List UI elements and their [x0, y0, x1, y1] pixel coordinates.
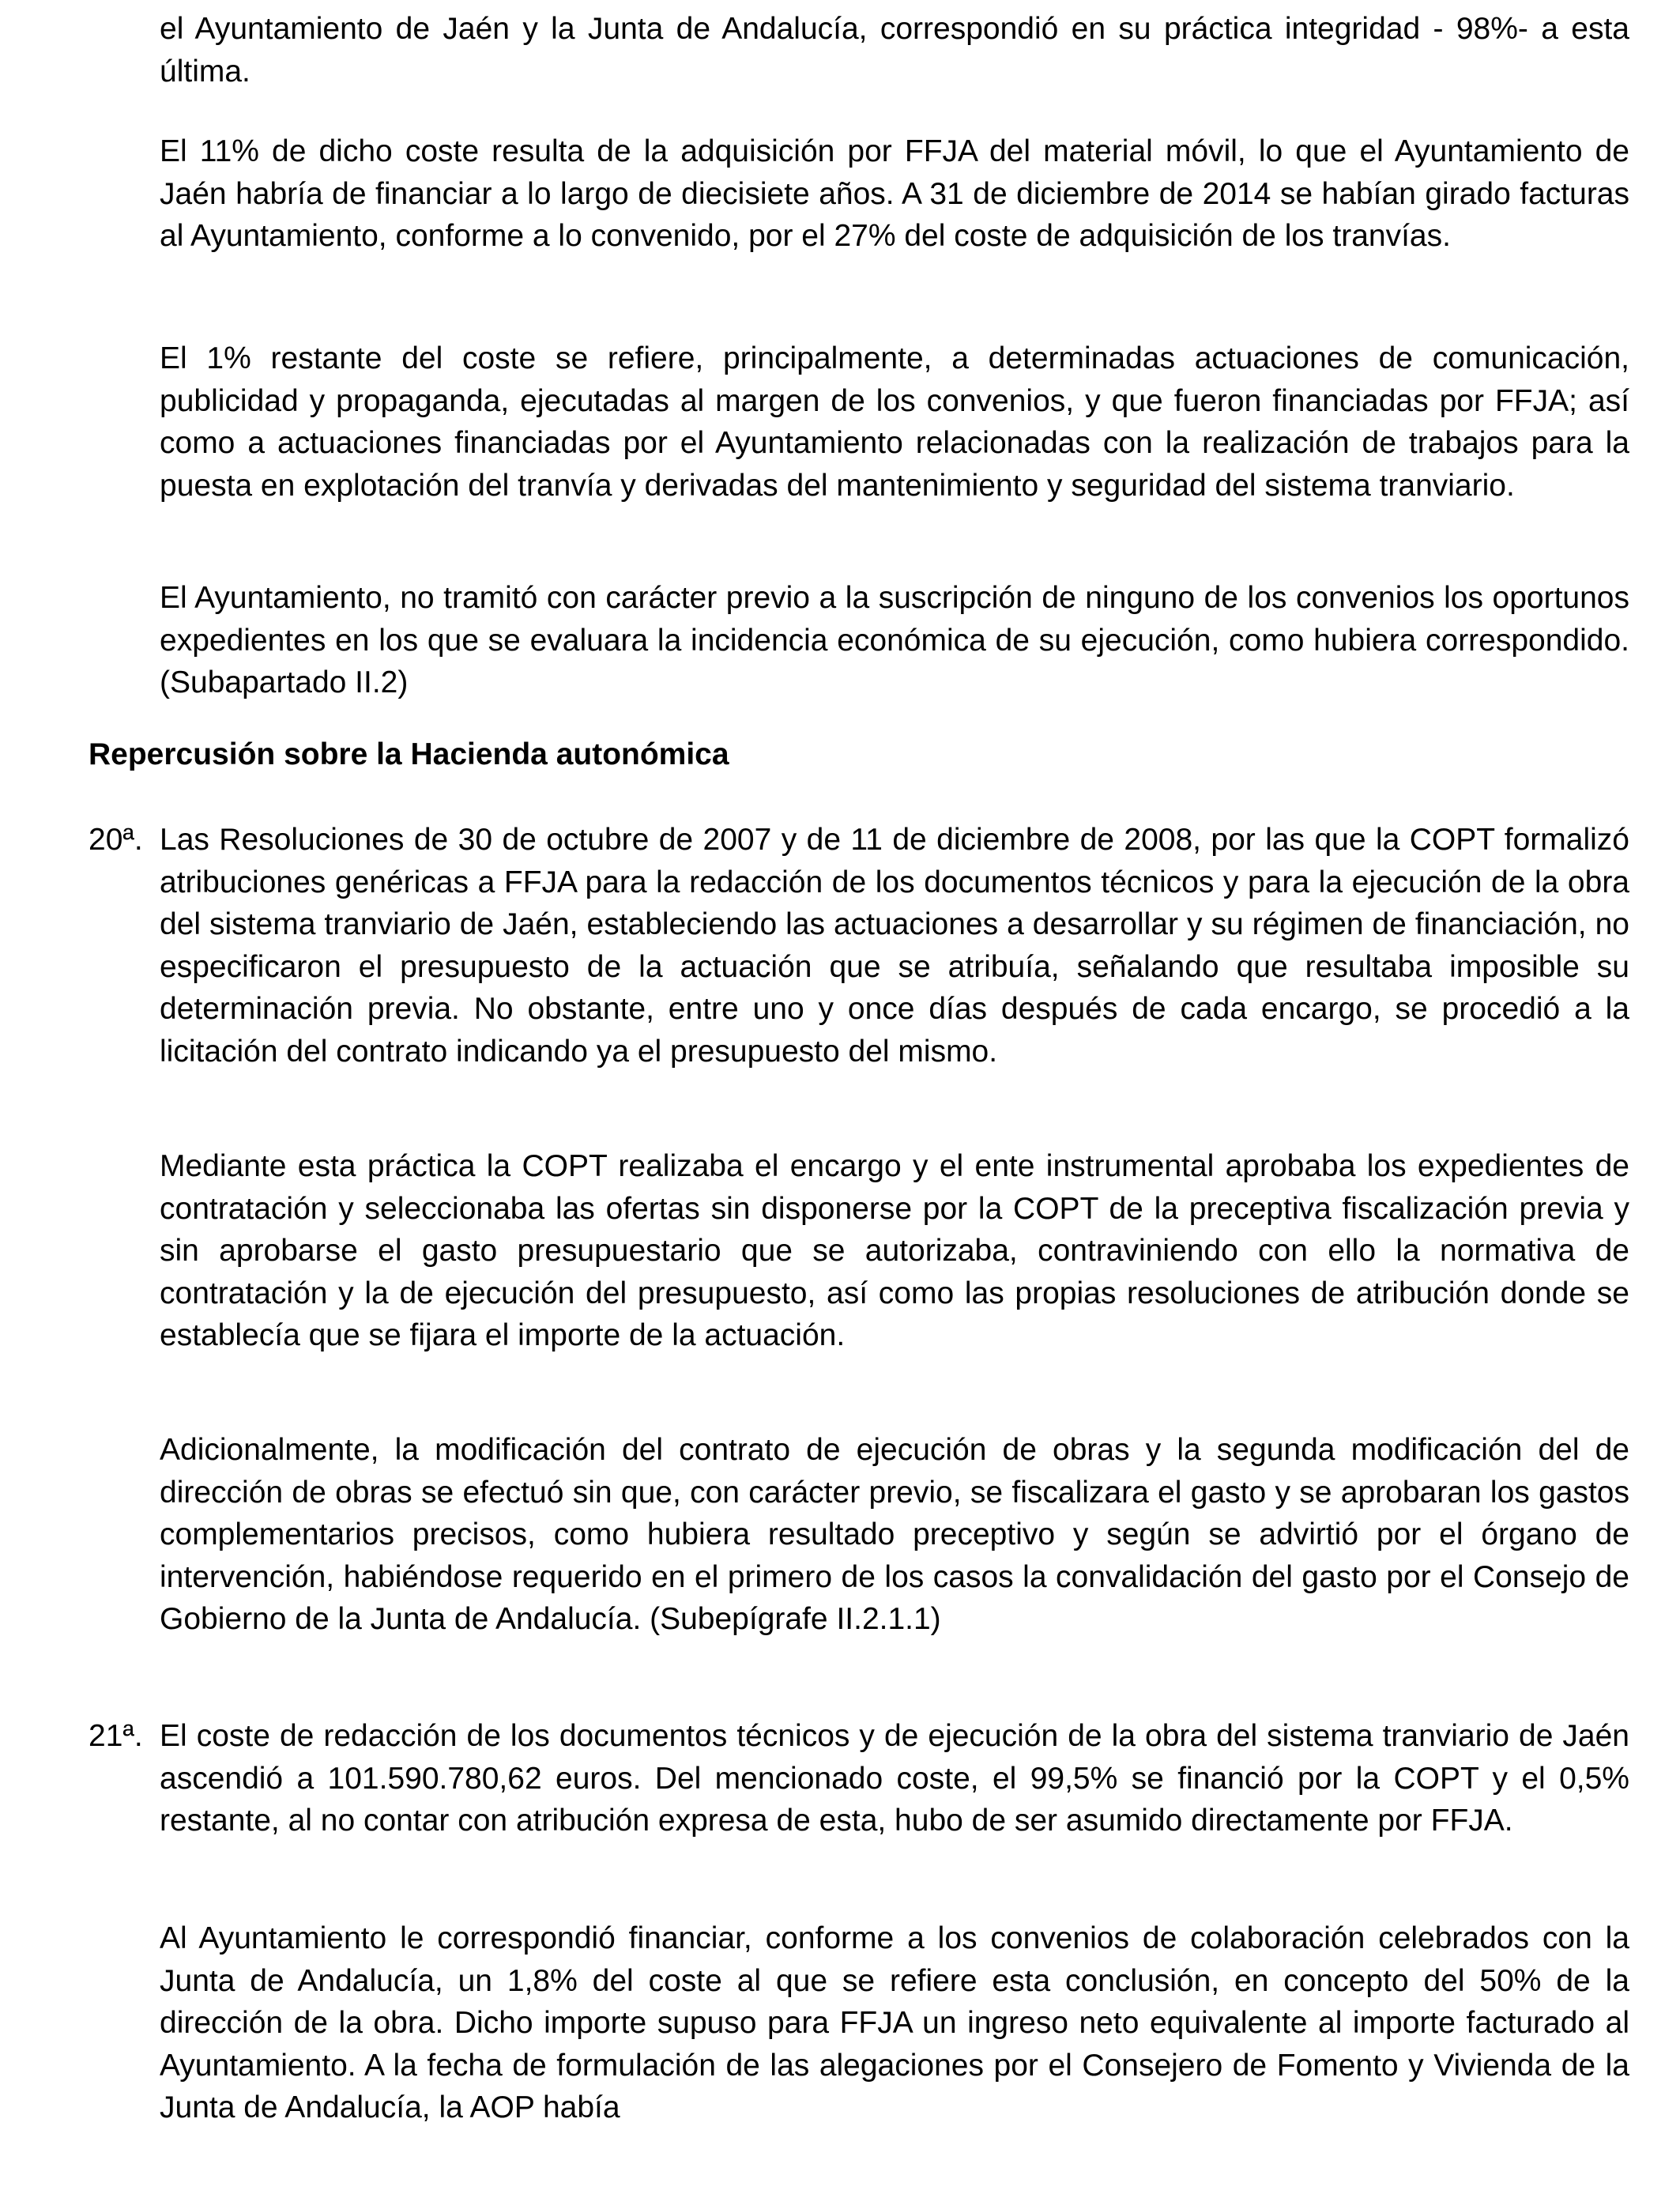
section-heading: Repercusión sobre la Hacienda autonómica [89, 737, 729, 771]
paragraph-material-movil: El 11% de dicho coste resulta de la adquisición por FFJA del material móvil, lo que el Ayuntamiento de Jaén habría de financiar a lo largo de diecisiete años. A 31 de diciembre de 2014 se habían girado facturas al Ayuntamiento, conforme a lo convenido, por el 27% del coste de adquisición de los tranvías. [160, 134, 1629, 254]
paragraph-modificacion-contrato: Adicionalmente, la modificación del contrato de ejecución de obras y la segunda modificación del de dirección de obras se efectuó sin que, con carácter previo, se fiscalizara el gasto y se aprobaran los gastos complementarios precisos, como hubiera resultado preceptivo y según se advirtió por el órgano de intervención, habiéndose requerido en el primero de los casos la convalidación del gasto por el Consejo de Gobierno de la Junta de Andalucía. (Subepígrafe II.2.1.1) [160, 1433, 1629, 1637]
conclusion-number-20: 20ª. [89, 823, 143, 857]
paragraph-ayuntamiento-financiar: Al Ayuntamiento le correspondió financiar, conforme a los convenios de colaboración celebrados con la Junta de Andalucía, un 1,8% del coste al que se refiere esta conclusión, en concepto del 50% de la dirección de la obra. Dicho importe supuso para FFJA un ingreso neto equivalente al importe facturado al Ayuntamiento. A la fecha de formulación de las alegaciones por el Consejero de Fomento y Vivienda de la Junta de Andalucía, la AOP había [160, 1921, 1629, 2125]
paragraph-ayuntamiento-convenios: El Ayuntamiento, no tramitó con carácter previo a la suscripción de ninguno de los convenios los oportunos expedientes en los que se evaluara la incidencia económica de su ejecución, como hubiera correspondido. (Subapartado II.2) [160, 581, 1629, 700]
paragraph-practica-copt: Mediante esta práctica la COPT realizaba el encargo y el ente instrumental aprobaba los expedientes de contratación y seleccionaba las ofertas sin disponerse por la COPT de la preceptiva fiscalización previa y sin aprobarse el gasto presupuestario que se autorizaba, contraviniendo con ello la normativa de contratación y la de ejecución del presupuesto, así como las propias resoluciones de atribución donde se establecía que se fijara el importe de la actuación. [160, 1149, 1629, 1353]
paragraph-continuation: el Ayuntamiento de Jaén y la Junta de Andalucía, correspondió en su práctica integridad - 98%- a esta última. [160, 12, 1629, 89]
paragraph-resoluciones: Las Resoluciones de 30 de octubre de 2007 y de 11 de diciembre de 2008, por las que la COPT formalizó atribuciones genéricas a FFJA para la redacción de los documentos técnicos y para la ejecución de la obra del sistema tranviario de Jaén, estableciendo las actuaciones a desarrollar y su régimen de financiación, no especificaron el presupuesto de la actuación que se atribuía, señalando que resultaba imposible su determinación previa. No obstante, entre uno y once días después de cada encargo, se procedió a la licitación del contrato indicando ya el presupuesto del mismo. [160, 823, 1629, 1069]
paragraph-coste-redaccion: El coste de redacción de los documentos técnicos y de ejecución de la obra del sistema tranviario de Jaén ascendió a 101.590.780,62 euros. Del mencionado coste, el 99,5% se financió por la COPT y el 0,5% restante, al no contar con atribución expresa de esta, hubo de ser asumido directamente por FFJA. [160, 1719, 1629, 1838]
conclusion-number-21: 21ª. [89, 1719, 143, 1753]
paragraph-coste-restante: El 1% restante del coste se refiere, principalmente, a determinadas actuaciones de comunicación, publicidad y propaganda, ejecutadas al margen de los convenios, y que fueron financiadas por FFJA; así como a actuaciones financiadas por el Ayuntamiento relacionadas con la realización de trabajos para la puesta en explotación del tranvía y derivadas del mantenimiento y seguridad del sistema tranviario. [160, 341, 1629, 503]
